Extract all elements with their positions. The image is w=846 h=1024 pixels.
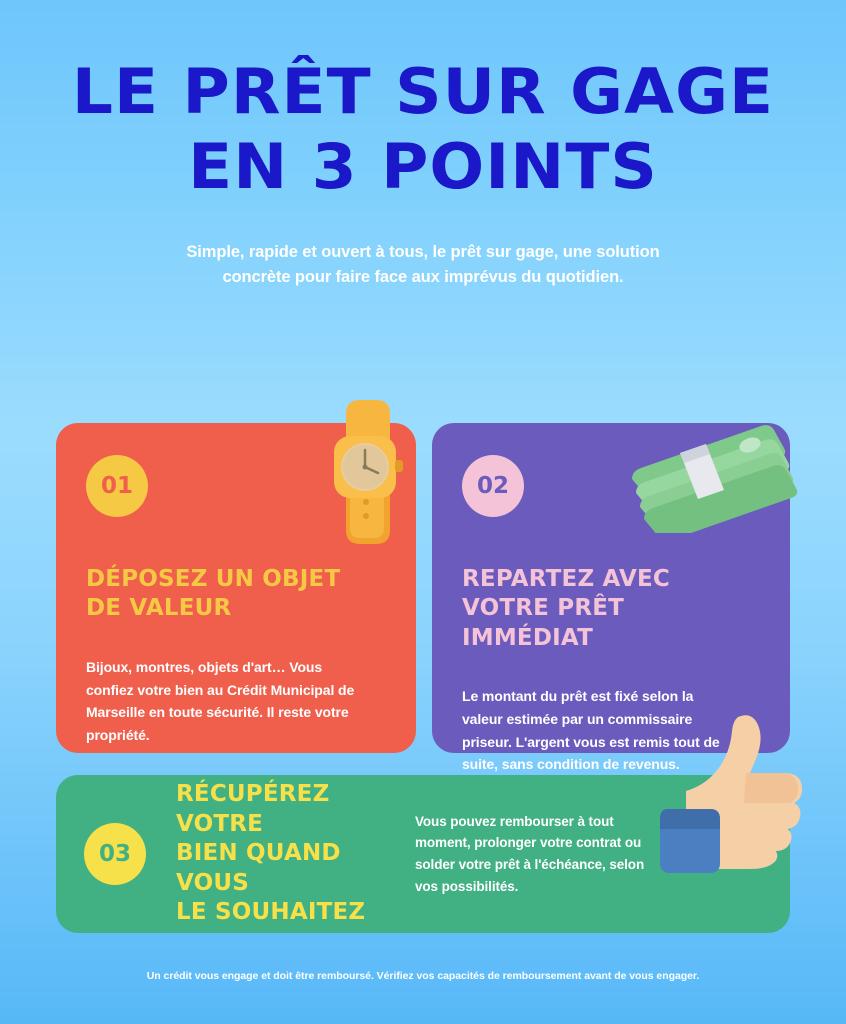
step-heading-03-line-1: RÉCUPÉREZ VOTRE — [176, 781, 330, 837]
page-subtitle-line-1: Simple, rapide et ouvert à tous, le prêt sur gage, une solution — [186, 242, 660, 261]
page-title-line-2: EN 3 POINTS — [188, 129, 658, 203]
page-subtitle-line-2: concrète pour faire face aux imprévus du quotidien. — [222, 268, 624, 287]
page-title-line-1: LE PRÊT SUR GAGE — [71, 55, 775, 128]
step-heading-03-line-2: BIEN QUAND VOUS — [176, 840, 341, 896]
step-body-03: Vous pouvez rembourser à tout moment, prolonger votre contrat ou solder votre prêt à l'échéance, selon vos possibilités. — [415, 813, 645, 894]
poster-header — [0, 0, 846, 291]
cash-stack-icon — [620, 393, 810, 533]
step-number-badge-01: 01 — [86, 455, 148, 517]
page-subtitle — [143, 240, 703, 291]
step-heading-02-line-1: REPARTEZ AVEC — [462, 566, 670, 592]
steps-container — [0, 423, 846, 1023]
step-number-badge-02: 02 — [462, 455, 524, 517]
step-heading-01-line-1: DÉPOSEZ UN OBJET — [86, 566, 341, 592]
step-heading-01-line-2: DE VALEUR — [86, 595, 232, 622]
step-body-02: Le montant du prêt est fixé selon la valeur estimée par un commissaire priseur. L'argent vous est remis tout de suite, sans condition de revenus. — [462, 688, 720, 773]
step-heading-02-line-2: VOTRE PRÊT IMMÉDIAT — [462, 595, 625, 651]
step-heading-02 — [462, 565, 760, 653]
step-heading-03 — [176, 780, 391, 927]
step-body-01: Bijoux, montres, objets d'art… Vous confiez votre bien au Crédit Municipal de Marseille en toute sécurité. Il reste votre propriété. — [86, 658, 355, 743]
step-heading-03-line-3: LE SOUHAITEZ — [176, 899, 366, 926]
step-heading-01 — [86, 565, 386, 624]
step-number-badge-03: 03 — [84, 823, 146, 885]
thumbs-up-icon — [650, 703, 815, 883]
wristwatch-icon — [290, 390, 440, 550]
legal-disclaimer: Un crédit vous engage et doit être remboursé. Vérifiez vos capacités de remboursement avant de vous engager. — [146, 970, 700, 982]
